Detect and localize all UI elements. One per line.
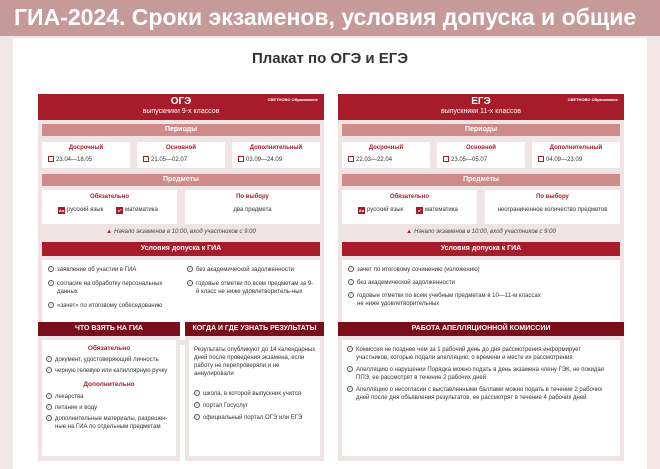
warning-icon: ▲ [106, 229, 113, 235]
calendar-icon [443, 156, 449, 162]
period-label: Досрочный [368, 145, 404, 151]
poster-title: Плакат по ОГЭ и ЕГЭ [252, 50, 408, 67]
check-icon: ✓ [47, 367, 51, 372]
oge-conditions-bar: Условия допуска к ГИА [42, 242, 320, 256]
subject-math: математика [125, 207, 158, 213]
appeal-title: РАБОТА АПЕЛЛЯЦИОННОЙ КОМИССИИ [338, 322, 624, 336]
check-icon: ✓ [195, 390, 199, 395]
list-item: ✓ годовые отметки по всем учебным предметам в 10—11-м классах не ниже удовлетворительных [349, 292, 541, 307]
list-item: ✓ официальный портал ОГЭ или ЕГЭ [195, 414, 303, 421]
russian-icon: Аа [358, 208, 365, 213]
results-title: КОГДА И ГДЕ УЗНАТЬ РЕЗУЛЬТАТЫ [185, 322, 324, 336]
list-item: ✓ согласие на обработку персональных данных [49, 280, 163, 295]
period-label: Основной [466, 145, 496, 151]
ege-subjects-bar: Предметы [342, 174, 620, 186]
check-icon: ✓ [49, 266, 53, 271]
choice-label: По выбору [536, 194, 569, 200]
ege-period-early [342, 142, 430, 168]
brand-logo: CBETHOBO Образование [267, 97, 318, 102]
ege-subtitle: выпускники 11-х классов [440, 108, 522, 115]
check-icon: ✓ [349, 279, 353, 284]
ege-panel [338, 94, 624, 345]
ege-periods-bar: Периоды [342, 124, 620, 136]
warning-icon: ▲ [406, 229, 413, 235]
check-icon: ✓ [47, 356, 51, 361]
list-item: ✓ зачет по итоговому сочинению (изложению) [349, 266, 480, 273]
check-icon: ✓ [195, 402, 199, 407]
list-item: ✓ питание и воду [47, 404, 98, 411]
list-item: ✓ черную гелевую или капиллярную ручку [47, 367, 168, 374]
math-icon: x² [117, 208, 122, 213]
list-item: ✓ Апелляцию о нарушении Порядка можно подать в день экзамена члену ГЭК, не покидая ППЭ, ее рассмотрят в течение 2 рабочих дней [348, 366, 604, 381]
subject-math: математика [425, 207, 458, 213]
oge-subtitle: выпускники 9-х классов [142, 108, 220, 115]
check-icon: ✓ [188, 280, 192, 285]
list-item: ✓ школа, в которой выпускник учится [195, 390, 302, 397]
list-item: ✓ «зачет» по итоговому собеседованию [49, 302, 163, 309]
results-intro: Результаты опубликуют до 14 календарных дней после проведения экзамена, если работу не перепроверяли и не аннулировали [194, 347, 316, 377]
period-label: Дополнительный [249, 145, 303, 151]
check-icon: ✓ [348, 346, 352, 351]
list-item: ✓ Апелляцию о несогласии с выставленными баллами можно подать в течение 2 рабочих дней после дня объявления результатов, ее рассмотрят в течение 4 рабочих дней [348, 386, 603, 401]
list-item: ✓ Комиссия не позднее чем за 1 рабочий день до дня рассмотрения информирует участников, которые подали апелляцию, о времени и месте их рассмотрения [348, 346, 582, 361]
bring-panel [38, 322, 180, 461]
period-label: Основной [166, 145, 196, 151]
subject-russian: русский язык [67, 207, 104, 213]
list-item: ✓ без академической задолженности [349, 279, 455, 286]
list-item: ✓ дополнительные материалы, разрешен-ные на ГИА по отдельным предметам [47, 415, 168, 430]
bring-title: ЧТО ВЗЯТЬ НА ГИА [38, 322, 180, 336]
ege-conditions-bar: Условия допуска к ГИА [342, 242, 620, 256]
brand-logo: CBETHOBO Образование [567, 97, 618, 102]
calendar-icon [538, 156, 544, 162]
ege-title: ЕГЭ [471, 96, 491, 107]
oge-period-extra [232, 142, 320, 168]
period-dates: 23.05—05.07 [451, 157, 488, 163]
bring-mandatory-label: Обязательно [87, 345, 131, 352]
period-dates: 21.05—02.07 [151, 157, 188, 163]
list-item: ✓ лекарства [47, 393, 84, 400]
check-icon: ✓ [47, 415, 51, 420]
choice-value: неограниченное количество предметов [497, 207, 608, 213]
check-icon: ✓ [49, 280, 53, 285]
choice-label: По выбору [236, 194, 269, 200]
oge-periods-bar: Периоды [42, 124, 320, 136]
ege-mandatory-card [342, 190, 477, 224]
list-item: ✓ заявление об участии в ГИА [49, 266, 137, 273]
oge-title: ОГЭ [170, 96, 192, 107]
check-icon: ✓ [47, 404, 51, 409]
check-icon: ✓ [47, 393, 51, 398]
ege-period-extra [532, 142, 620, 168]
banner-title: ГИА-2024. Сроки экзаменов, условия допуска и общие [14, 4, 637, 30]
calendar-icon [348, 156, 354, 162]
period-dates: 23.04—18.05 [56, 157, 93, 163]
check-icon: ✓ [348, 366, 352, 371]
russian-icon: Аа [58, 208, 65, 213]
oge-period-early [42, 142, 130, 168]
ege-choice-card [485, 190, 620, 224]
mandatory-label: Обязательно [389, 194, 430, 200]
oge-period-main [137, 142, 225, 168]
period-dates: 04.09—23.09 [546, 157, 583, 163]
calendar-icon [238, 156, 244, 162]
check-icon: ✓ [349, 266, 353, 271]
list-item: ✓ без академической задолженности [188, 266, 294, 273]
list-item: ✓ документ, удостоверяющий личность [47, 356, 159, 363]
mandatory-label: Обязательно [89, 194, 130, 200]
period-dates: 22.03—22.04 [356, 157, 393, 163]
subject-russian: русский язык [367, 207, 404, 213]
top-banner [0, 0, 660, 36]
results-panel [185, 322, 324, 461]
oge-panel [38, 94, 324, 345]
start-note: Начало экзаменов в 10:00, вход участников с 9:00 [114, 229, 256, 235]
math-icon: x² [417, 208, 422, 213]
calendar-icon [48, 156, 54, 162]
oge-choice-card [185, 190, 320, 224]
period-label: Дополнительный [549, 145, 603, 151]
calendar-icon [143, 156, 149, 162]
oge-subjects-bar: Предметы [42, 174, 320, 186]
appeal-panel [338, 322, 624, 461]
check-icon: ✓ [188, 266, 192, 271]
poster [13, 38, 647, 469]
oge-mandatory-card [42, 190, 177, 224]
period-label: Досрочный [68, 145, 104, 151]
ege-header [338, 94, 624, 120]
list-item: ✓ портал Госуслуг [195, 402, 248, 409]
check-icon: ✓ [195, 414, 199, 419]
bring-extra-label: Дополнительно [83, 381, 135, 388]
list-item: ✓ годовые отметки по всем предметам за 9-й класс не ниже удовлетворитель-ных [188, 280, 314, 295]
start-note: Начало экзаменов в 10:00, вход участников с 9:00 [414, 229, 556, 235]
oge-header [38, 94, 324, 120]
ege-period-main [437, 142, 525, 168]
check-icon: ✓ [348, 386, 352, 391]
check-icon: ✓ [349, 292, 353, 297]
choice-value: два предмета [233, 207, 272, 213]
period-dates: 03.09—24.09 [246, 157, 283, 163]
check-icon: ✓ [49, 302, 53, 307]
